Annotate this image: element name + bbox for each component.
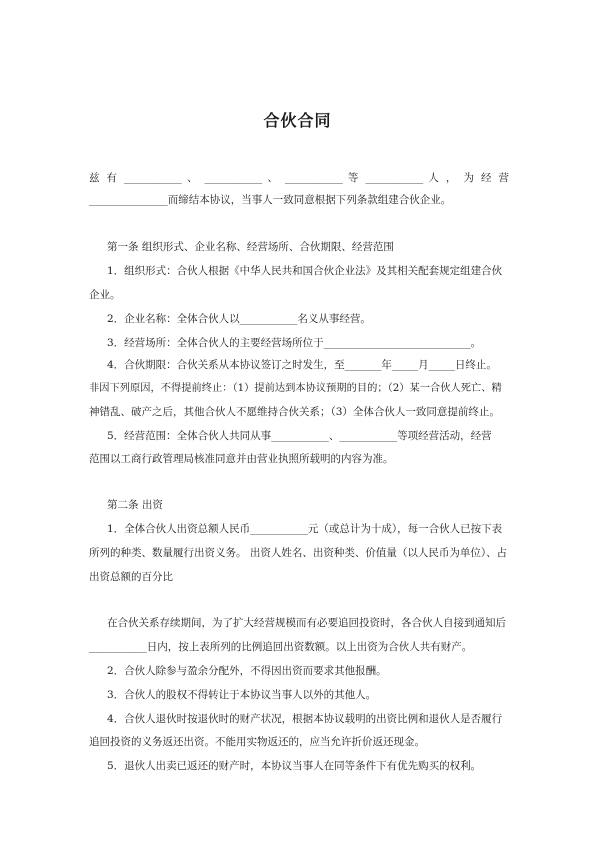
article2-line: 3．合伙人的股权不得转让于本协议当事人以外的其他人。	[107, 689, 377, 701]
article1-line: 3．经营场所：全体合伙人的主要经营场所位于____________________________。	[107, 337, 482, 349]
article1-line: 1．组织形式：合伙人根据《中华人民共和国合伙企业法》及其相关配套规定组建合伙	[107, 265, 503, 277]
article1-heading: 第一条 组织形式、企业名称、经营场所、合伙期限、经营范围	[107, 241, 394, 253]
article2-line: 1．全体合伙人出资总额人民币___________元（或总计为十成），每一合伙人已按下表	[107, 523, 503, 535]
article2-heading: 第二条 出资	[107, 499, 163, 511]
article1-line: 2．企业名称：全体合伙人以___________名义从事经营。	[107, 313, 371, 325]
article2-line: 在合伙关系存续期间，为了扩大经营规模而有必要追回投资时，各合伙人自接到通知后	[107, 617, 506, 629]
article2-line: 出资总额的百分比	[89, 571, 173, 583]
intro-line-1: 兹 有 ___________ 、 ___________ 、 ___________ 等 ___________ 人 ， 为 经 营	[89, 172, 509, 184]
article2-line: 2．合伙人除参与盈余分配外，不得因出资而要求其他报酬。	[107, 665, 387, 677]
article2-line: 追回投资的义务返还出资。不能用实物返还的，应当允许折价返还现金。	[89, 736, 425, 748]
article1-line: 企业。	[89, 289, 121, 301]
article2-line: ___________日内，按上表所列的比例追回出资数额。以上出资为合伙人共有财产。	[89, 641, 473, 653]
article1-line: 5．经营范围：全体合伙人共同从事___________、___________等项经营活动，经营	[107, 430, 492, 442]
intro-line-2: _______________而缔结本协议，当事人一致同意根据下列条款组建合伙企业。	[89, 194, 452, 206]
article1-line: 神错乱、破产之后，其他合伙人不愿维持合伙关系；（3）全体合伙人一致同意提前终止。	[89, 406, 500, 418]
document-title: 合伙合同	[263, 111, 332, 130]
article2-line: 所列的种类、数量履行出资义务。 出资人姓名、出资种类、价值量（以人民币为单位）、占	[89, 547, 508, 559]
article1-line: 非因下列原因，不得提前终止：（1）提前达到本协议预期的目的；（2）某一合伙人死亡、精	[89, 382, 502, 394]
article1-line: 4．合伙期限：合伙关系从本协议签订之时发生，至_______年_____月_____日终止。	[107, 359, 497, 371]
article2-line: 4．合伙人退伙时按退伙时的财产状况，根据本协议载明的出资比例和退伙人是否履行	[107, 713, 503, 725]
article1-line: 范围以工商行政管理局核准同意并由营业执照所载明的内容为准。	[89, 453, 394, 465]
article2-line: 5．退伙人出卖已返还的财产时，本协议当事人在同等条件下有优先购买的权利。	[107, 760, 482, 772]
